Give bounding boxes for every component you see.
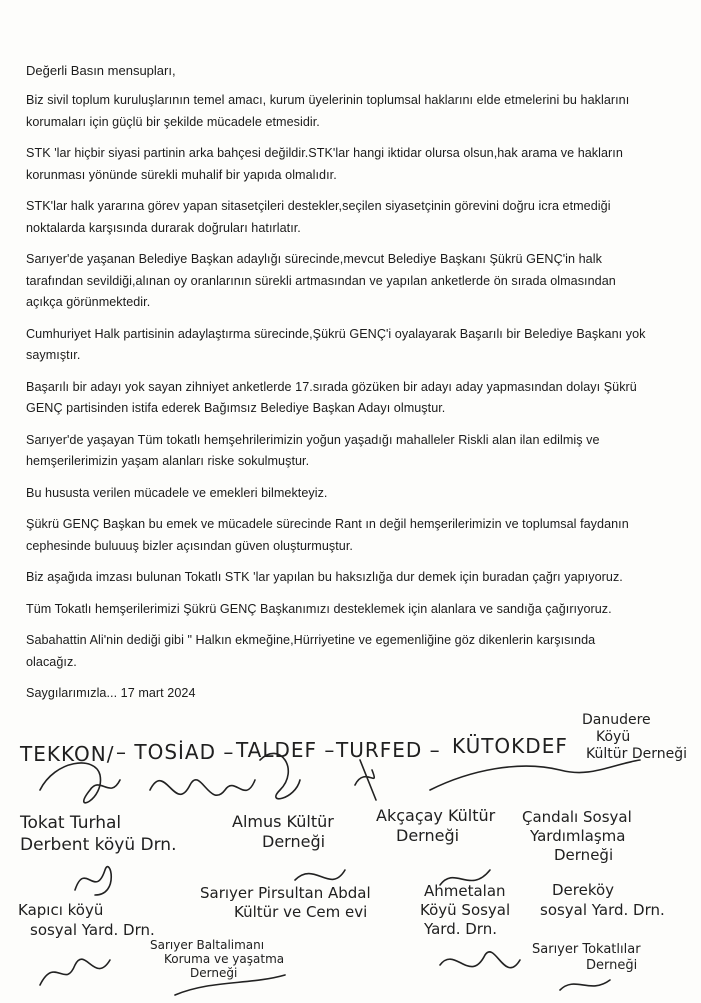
signature-candali xyxy=(522,808,632,865)
signature-line: Kapıcı köyü xyxy=(18,901,104,919)
signature-line: Danudere xyxy=(582,712,651,728)
signature-line: Ahmetalan xyxy=(424,882,506,900)
closing-date: Saygılarımızla... 17 mart 2024 xyxy=(26,686,196,700)
signature-derekoy xyxy=(540,880,665,920)
paragraph: Başarılı bir adayı yok sayan zihniyet anketlerde 17.sırada gözüken bir adayı aday yapmasından dolayı Şükrü GENÇ partisinden istifa ederek Bağımsız Belediye Başkan Adayı olmuştur. xyxy=(26,379,637,415)
signature-ahmetalan xyxy=(420,882,510,939)
signature-line: Derneği xyxy=(554,846,614,864)
signature-line: Tokat Turhal xyxy=(20,813,122,833)
paragraph: Biz sivil toplum kuruluşlarının temel amacı, kurum üyelerinin toplumsal haklarını elde etmelerini bu haklarını korumaları için güçlü bir şekilde mücadele etmesidir. xyxy=(26,93,630,129)
signature-turfed: TURFED – xyxy=(336,738,441,762)
signature-line: Sarıyer Baltalimanı xyxy=(150,938,265,952)
signature-akcacay xyxy=(376,806,495,846)
signature-line: Sarıyer Tokatlılar xyxy=(532,942,641,957)
signature-line: Derneği xyxy=(396,826,460,845)
paragraph: Sabahattin Ali'nin dediği gibi " Halkın ekmeğine,Hürriyetine ve egemenliğine göz dikenlerin karşısında olacağız. xyxy=(26,633,596,669)
signature-line: Çandalı Sosyal xyxy=(522,808,632,826)
signature-taldef: TALDEF – xyxy=(236,738,336,762)
signature-line: Derneği xyxy=(262,832,326,851)
signature-tosiad: – TOSİAD – xyxy=(116,740,235,764)
signature-kutokdef: KÜTOKDEF xyxy=(452,734,568,758)
signature-tekkon: TEKKON/ xyxy=(20,742,115,766)
signature-line: Köyü Sosyal xyxy=(420,901,511,919)
paragraph: STK 'lar hiçbir siyasi partinin arka bahçesi değildir.STK'lar hangi iktidar olursa olsun,hak arama ve hakların korunması yönünde sürekli muhalif bir yapıda olmalıdır. xyxy=(26,146,623,182)
signature-line: Koruma ve yaşatma xyxy=(164,952,285,966)
greeting: Değerli Basın mensupları, xyxy=(26,63,176,78)
paragraph: Tüm Tokatlı hemşerilerimizi Şükrü GENÇ Başkanımızı desteklemek için alanlara ve sandığa çağırıyoruz. xyxy=(26,601,612,616)
paragraph: Bu hususta verilen mücadele ve emekleri bilmekteyiz. xyxy=(26,485,328,500)
signature-danudere xyxy=(582,712,687,763)
signature-line: Köyü xyxy=(596,729,631,745)
paragraph: Şükrü GENÇ Başkan bu emek ve mücadele sürecinde Rant ın değil hemşerilerimizin ve toplumsal faydanın cephesinde buluuuş bizler açısından güven oluşturmuştur. xyxy=(26,517,629,553)
paragraph: STK'lar halk yararına görev yapan sitasetçileri destekler,seçilen siyasetçinin görevini doğru icra etmediği noktalarda karşısında durarak doğruları hatırlatır. xyxy=(26,199,611,235)
signature-line: Kültür Derneği xyxy=(586,746,687,762)
signature-line: Yardımlaşma xyxy=(530,827,626,845)
letter-body xyxy=(26,62,646,715)
signature-line: Derbent köyü Drn. xyxy=(20,835,177,855)
paragraph: Sarıyer'de yaşanan Belediye Başkan adaylığı sürecinde,mevcut Belediye Başkanı Şükrü GENÇ'in halk tarafından sevildiği,alınan oy oranlarının sürekli artmasından ve yapılan anketlerde ön sırada olmasından açıkça görünmektedir. xyxy=(26,252,616,309)
paragraph: Sarıyer'de yaşayan Tüm tokatlı hemşehrilerimizin yoğun yaşadığı mahalleler Riskli alan ilan edilmiş ve hemşerilerimizin yaşam alanları riske sokulmuştur. xyxy=(26,432,600,468)
signature-kapici xyxy=(18,900,155,940)
signature-line: Kültür ve Cem evi xyxy=(234,903,368,921)
signature-line: Sarıyer Pirsultan Abdal xyxy=(200,884,371,902)
signature-baltalimani xyxy=(150,938,284,980)
signature-line: sosyal Yard. Drn. xyxy=(30,921,155,939)
signature-line: Dereköy xyxy=(552,881,615,899)
signature-line: Yard. Drn. xyxy=(424,920,497,938)
signature-line: sosyal Yard. Drn. xyxy=(540,901,665,919)
paragraph: Cumhuriyet Halk partisinin adaylaştırma sürecinde,Şükrü GENÇ'i oyalayarak Başarılı bir Belediye Başkanı yok saymıştır. xyxy=(26,326,646,362)
signature-line: Almus Kültür xyxy=(232,812,334,831)
signature-line: Akçaçay Kültür xyxy=(376,806,496,825)
paragraph: Biz aşağıda imzası bulunan Tokatlı STK 'lar yapılan bu haksızlığa dur demek için buradan çağrı yapıyoruz. xyxy=(26,570,623,584)
signature-pirsultan xyxy=(200,884,371,922)
signature-tokat-turhal xyxy=(20,812,176,856)
signature-line: Derneği xyxy=(586,958,638,973)
signature-almus xyxy=(232,812,334,852)
signature-tokatlilar xyxy=(532,942,641,974)
signature-line: Derneği xyxy=(190,966,238,980)
